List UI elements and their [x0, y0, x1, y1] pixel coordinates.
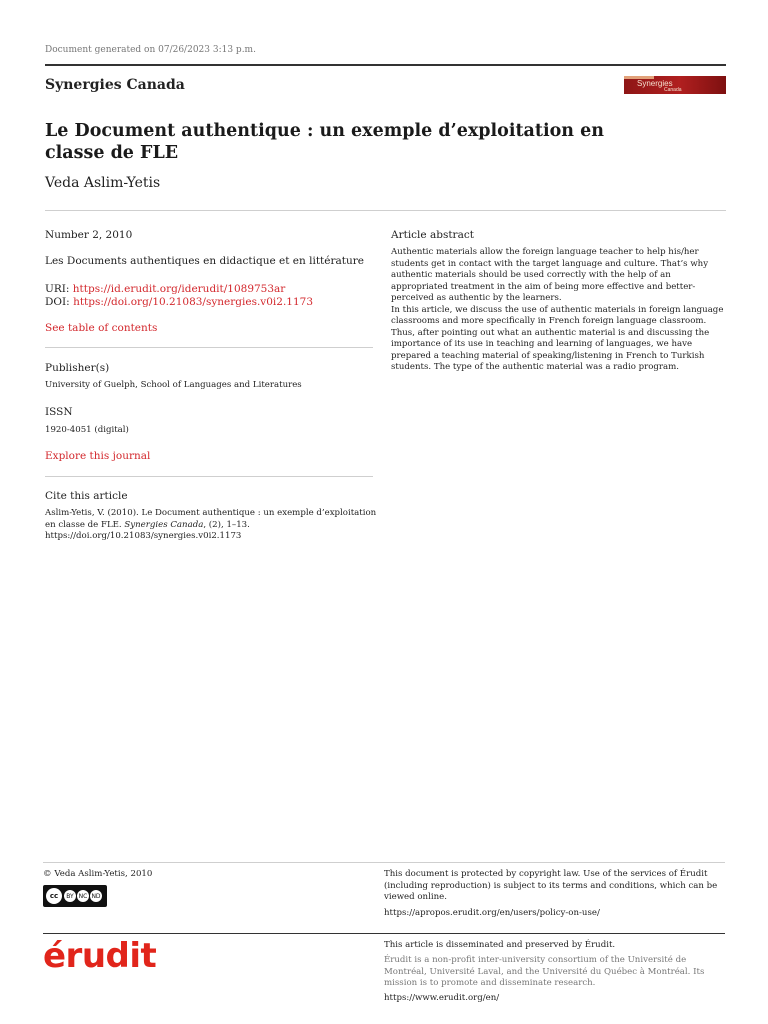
issn-value: 1920-4051 (digital): [45, 425, 129, 435]
journal-name: Synergies Canada: [45, 77, 185, 93]
abstract-label: Article abstract: [391, 229, 474, 241]
journal-logo-line2: Canada: [664, 87, 682, 93]
citation-pages: , (2), 1–13.: [203, 519, 250, 530]
article-author: Veda Aslim-Yetis: [45, 175, 161, 191]
doi-label: DOI:: [45, 296, 70, 308]
erudit-logo: érudit: [43, 936, 157, 976]
copyright: © Veda Aslim-Yetis, 2010: [43, 869, 153, 879]
table-of-contents-link[interactable]: See table of contents: [45, 322, 158, 334]
abstract-body: [391, 247, 725, 374]
uri-line: [45, 283, 285, 295]
rights-text: This document is protected by copyright law. Use of the services of Érudit (including reproduction) is subject to its terms and conditions, which can be viewed online.: [384, 869, 718, 902]
issn-label: ISSN: [45, 406, 73, 418]
erudit-link[interactable]: https://www.erudit.org/en/: [384, 993, 500, 1003]
footer-divider: [43, 862, 725, 863]
nc-icon: NC: [77, 890, 89, 902]
citation-body: Aslim-Yetis, V. (2010). Le Document authentique : un exemple d’exploitation en classe de FLE.: [45, 508, 377, 530]
explore-journal-link[interactable]: Explore this journal: [45, 450, 151, 462]
by-icon: BY: [64, 890, 76, 902]
creative-commons-badge: [43, 885, 107, 907]
policy-link[interactable]: https://apropos.erudit.org/en/users/policy-on-use/: [384, 908, 600, 918]
abstract-paragraph-2: In this article, we discuss the use of authentic materials in foreign language classrooms and more specifically in French foreign language classroom. Thus, after pointing out what an authentic material is and discussing the importance of its use in teaching and learning of languages, we have prepared a teaching material of speaking/listening in French to Turkish students. The type of the authentic material was a radio program.: [391, 304, 724, 372]
cite-label: Cite this article: [45, 490, 128, 502]
doi-line: [45, 296, 313, 308]
nd-icon: ND: [90, 890, 102, 902]
publisher-value: University of Guelph, School of Languages and Literatures: [45, 380, 302, 390]
article-title: Le Document authentique : un exemple d’exploitation en classe de FLE: [45, 121, 604, 163]
abstract-paragraph-1: Authentic materials allow the foreign language teacher to help his/her students get in contact with the target language and culture. That’s why authentic materials should be used correctly with the help of an appropriated treatment in the aim of being more effective and better-perceived as authentic by the learners.: [391, 247, 709, 303]
divider: [45, 476, 373, 477]
uri-link[interactable]: https://id.erudit.org/iderudit/1089753ar: [72, 283, 286, 295]
disseminated-text: This article is disseminated and preserved by Érudit.: [384, 940, 616, 950]
divider: [45, 347, 373, 348]
citation-journal: Synergies Canada: [124, 519, 204, 530]
erudit-description: Érudit is a non-profit inter-university consortium of the Université de Montréal, Université Laval, and the Université du Québec à Montréal. Its mission is to promote and disseminate research.: [384, 955, 705, 988]
footer-rule: [43, 933, 725, 934]
citation-doi: https://doi.org/10.21083/synergies.v0i2.1173: [45, 531, 242, 541]
cc-icon: cc: [46, 888, 62, 904]
divider: [45, 210, 726, 211]
journal-logo: [624, 76, 726, 94]
uri-label: URI:: [45, 283, 70, 295]
generated-date: Document generated on 07/26/2023 3:13 p.m.: [45, 45, 256, 55]
doi-link[interactable]: https://doi.org/10.21083/synergies.v0i2.1173: [73, 296, 314, 308]
header-rule: [45, 64, 726, 66]
citation-text: [45, 508, 380, 543]
journal-logo-line1: Synergies: [637, 79, 673, 88]
issue-theme: Les Documents authentiques en didactique et en littérature: [45, 255, 364, 267]
issue-number: Number 2, 2010: [45, 229, 133, 241]
publisher-label: Publisher(s): [45, 362, 110, 374]
